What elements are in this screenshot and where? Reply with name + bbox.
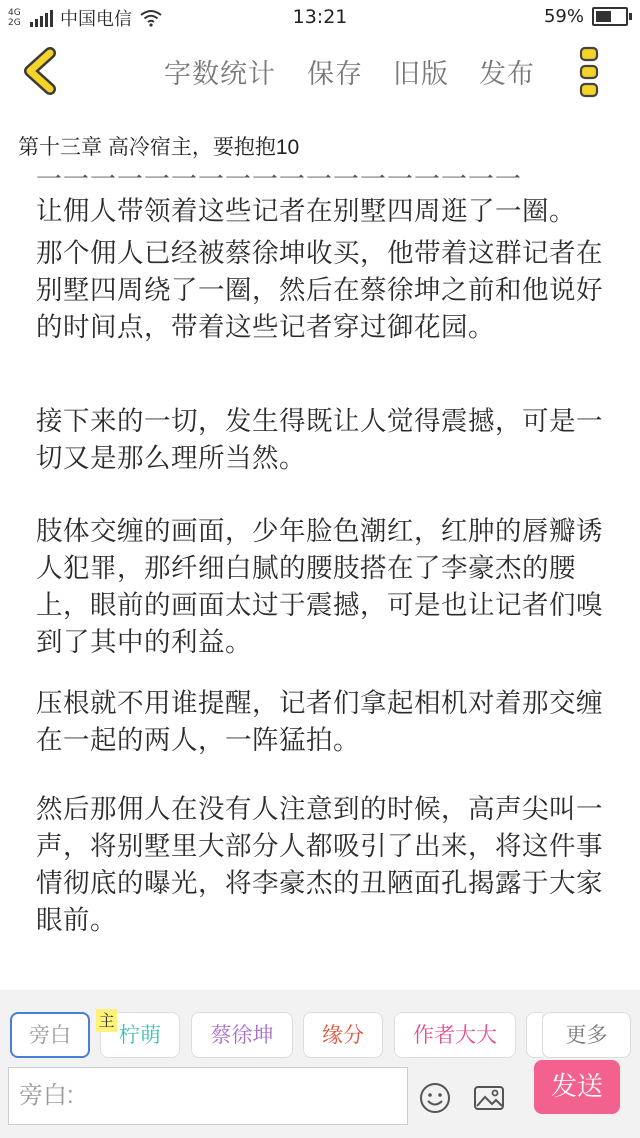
image-icon[interactable] <box>473 1082 505 1114</box>
old-version-button[interactable]: 旧版 <box>393 59 449 90</box>
send-button[interactable]: 发送 <box>534 1060 620 1114</box>
word-count-button[interactable]: 字数统计 <box>164 59 276 90</box>
character-chip-narrator[interactable]: 旁白 <box>10 1012 90 1058</box>
paragraph: 那个佣人已经被蔡徐坤收买，他带着这群记者在别墅四周绕了一圈，然后在蔡徐坤之前和他说好的时间点，带着这些记者穿过御花园。 <box>36 238 603 343</box>
paragraph: 接下来的一切，发生得既让人觉得震撼，可是一切又是那么理所当然。 <box>36 406 603 474</box>
battery-icon <box>592 7 628 26</box>
paragraph: 肢体交缠的画面，少年脸色潮红，红肿的唇瓣诱人犯罪，那纤细白腻的腰肢搭在了李豪杰的腰上，眼前的画面太过于震撼，可是也让记者们嗅到了其中的利益。 <box>36 516 603 658</box>
status-bar <box>0 0 640 34</box>
paragraph: 压根就不用谁提醒，记者们拿起相机对着那交缠在一起的两人，一阵猛拍。 <box>36 688 603 756</box>
paragraph: 然后那佣人在没有人注意到的时候，高声尖叫一声，将别墅里大部分人都吸引了出来，将这件事情彻底的曝光，将李豪杰的丑陋面孔揭露于大家眼前。 <box>36 794 603 936</box>
more-characters-button[interactable]: 更多 <box>542 1012 631 1058</box>
editor-toolbar <box>0 34 640 108</box>
status-right <box>544 6 628 27</box>
character-chip-caixukun[interactable]: 蔡徐坤 <box>191 1012 293 1058</box>
character-chip-ningmeng[interactable]: 柠萌 <box>100 1012 180 1058</box>
paragraph: 让佣人带领着这些记者在别墅四周逛了一圈。 <box>36 196 576 227</box>
status-time: 13:21 <box>292 6 348 28</box>
back-chevron-icon[interactable] <box>20 48 66 94</box>
main-character-badge: 主 <box>96 1009 117 1032</box>
network-type: 4G 2G <box>8 8 21 28</box>
character-chip-author[interactable]: 作者大大 <box>394 1012 516 1058</box>
chapter-content[interactable] <box>0 165 640 990</box>
character-chip-partial[interactable] <box>526 1012 542 1058</box>
emoji-icon[interactable] <box>419 1082 451 1114</box>
chapter-title: 第十三章 高冷宿主，要抱抱10 <box>18 136 300 159</box>
more-menu-icon[interactable] <box>578 44 600 100</box>
composer-area <box>0 990 640 1138</box>
publish-button[interactable]: 发布 <box>479 59 535 90</box>
save-button[interactable]: 保存 <box>307 59 363 90</box>
message-input[interactable] <box>8 1067 408 1125</box>
battery-fill <box>596 11 611 22</box>
carrier-name: 中国电信 <box>60 9 132 30</box>
clipped-previous-line: 一一一一一一一一一一一一一一一一一一 <box>36 165 523 195</box>
battery-percent: 59% <box>543 6 584 27</box>
character-chip-yuanfen[interactable]: 缘分 <box>303 1012 383 1058</box>
